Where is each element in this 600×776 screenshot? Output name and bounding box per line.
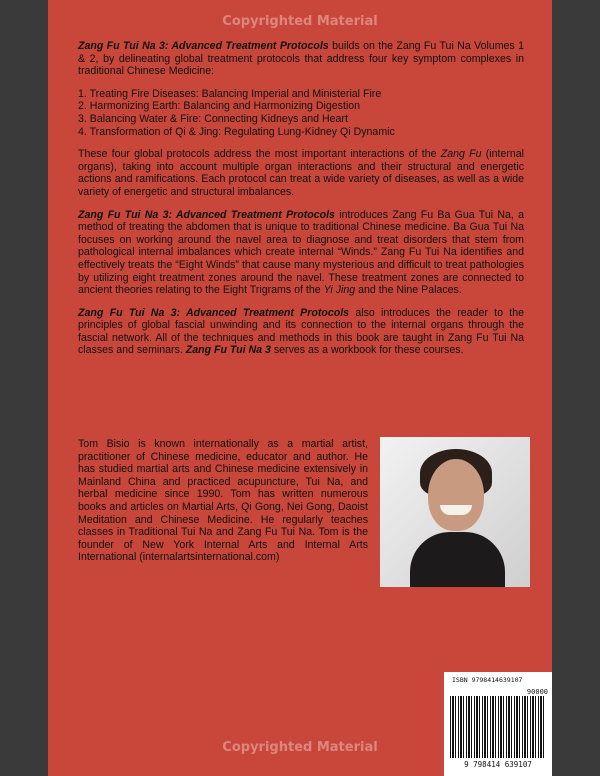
protocol-item: 1. Treating Fire Diseases: Balancing Imperial and Ministerial Fire (78, 87, 382, 100)
isbn-barcode (444, 672, 552, 776)
author-photo (380, 437, 530, 587)
protocol-item: 2. Harmonizing Earth: Balancing and Harmonizing Digestion (78, 100, 361, 113)
price-code: 90000 (526, 688, 548, 696)
barcode-number: 9 798414 639107 (464, 760, 532, 769)
protocol-list (78, 88, 524, 138)
book-title: Zang Fu Tui Na 3: Advanced Treatment Protocols (78, 40, 329, 52)
intro-paragraph: Zang Fu Tui Na 3: Advanced Treatment Protocols builds on the Zang Fu Tui Na Volumes 1 & 2, by delineating global treatment protocols that address four key symptom complexes in traditional Chinese Medicine: (78, 40, 525, 78)
ba-gua-paragraph: Zang Fu Tui Na 3: Advanced Treatment Protocols introduces Zang Fu Ba Gua Tui Na, a method of treating the abdomen that is unique to traditional Chinese medicine. Ba Gua Tui Na focuses on working around the navel area to diagnose and treat disorders that stem from pathological internal imbalances which create internal “Winds.” Zang Fu Tui Na identifies and effectively treats the “Eight Winds” that cause many mysterious and difficult to treat pathologies by utilizing eight treatment zones around the navel. These treatment zones are connected to ancient theories relating to the Eight Trigrams of the Yi Jing and the Nine Palaces. (78, 208, 524, 297)
protocols-paragraph: These four global protocols address the most important interactions of the Zang Fu (internal organs), taking into account multiple organ interactions and their structural and energetic actions and ramifications. Each protocol can treat a wide variety of diseases, as well as a wide variety of energetic and structural imbalances. (78, 148, 525, 198)
watermark-bottom: Copyrighted Material (222, 740, 378, 755)
watermark-top: Copyrighted Material (222, 14, 378, 29)
protocol-item: 4. Transformation of Qi & Jing: Regulating Lung-Kidney Qi Dynamic (78, 125, 395, 138)
protocol-item: 3. Balancing Water & Fire: Connecting Kidneys and Heart (78, 112, 348, 125)
isbn-label: ISBN 9798414639107 (452, 676, 523, 684)
author-bio: Tom Bisio is known internationally as a martial artist, practitioner of Chinese medicine, educator and author. He has studied martial arts and Chinese medicine extensively in Mainland China and practiced acupuncture, Tui Na, and herbal medicine since 1990. Tom has written numerous books and articles on Martial Arts, Qi Gong, Nei Gong, Daoist Meditation and Chinese Medicine. He regularly teaches classes in Traditional Tui Na and Zang Fu Tui Na. Tom is the founder of New York Internal Arts and Internal Arts International (internalartsinternational.com) (78, 438, 368, 564)
description-block (78, 40, 524, 367)
fascial-paragraph: Zang Fu Tui Na 3: Advanced Treatment Protocols also introduces the reader to the principles of global fascial unwinding and its connection to the internal organs through the fascial network. All of the techniques and methods in this book are taught in Zang Fu Tui Na classes and seminars. Zang Fu Tui Na 3 serves as a workbook for these courses. (78, 306, 524, 357)
